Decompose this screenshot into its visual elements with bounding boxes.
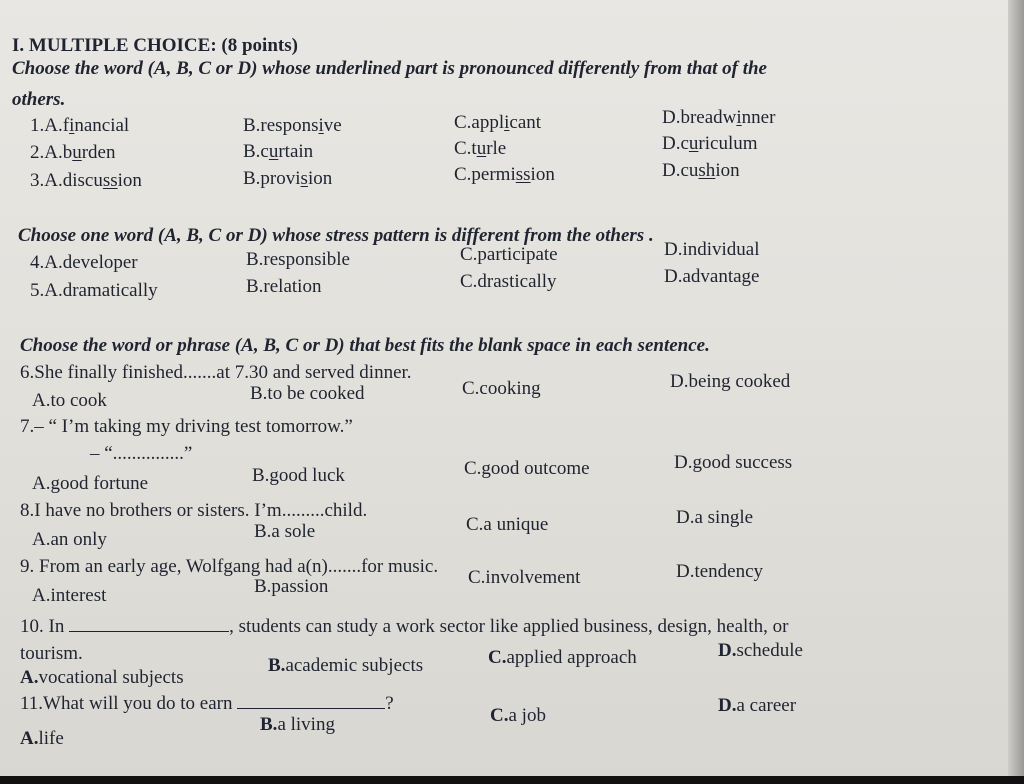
q8-stem: 8.I have no brothers or sisters. I’m.........child.	[20, 500, 368, 521]
q6-option-a: A.to cook	[32, 390, 107, 411]
q1-option-b: B.responsive	[243, 115, 342, 136]
q8-option-d: D.a single	[676, 507, 754, 528]
q1-option-d: D.breadwinner	[662, 107, 776, 128]
page-edge	[1008, 0, 1024, 784]
q10-stem-cont: tourism.	[20, 643, 83, 664]
q2-option-b: B.curtain	[243, 141, 314, 162]
q3-option-b: B.provision	[243, 168, 333, 189]
q8-option-a: A.an only	[32, 529, 107, 550]
q11-option-d: D.a career	[718, 695, 797, 716]
q7-reply: – “...............”	[90, 443, 193, 464]
q6-option-b: B.to be cooked	[250, 383, 365, 404]
q2-option-a: 2.A.burden	[30, 142, 116, 163]
q7-option-d: D.good success	[674, 452, 793, 473]
instruction-stress: Choose one word (A, B, C or D) whose stress pattern is different from the others .	[18, 225, 654, 246]
q7-stem: 7.– “ I’m taking my driving test tomorrow.”	[20, 416, 353, 437]
q3-option-d: D.cushion	[662, 160, 740, 181]
q1-option-c: C.applicant	[454, 112, 542, 133]
q10-option-c: C.applied approach	[488, 647, 637, 668]
q3-option-a: 3.A.discussion	[30, 170, 142, 191]
q5-option-d: D.advantage	[664, 266, 760, 287]
instruction-pronunciation: Choose the word (A, B, C or D) whose underlined part is pronounced differently from that of the	[12, 58, 767, 79]
bottom-border	[0, 776, 1024, 784]
q11-option-c: C.a job	[490, 705, 546, 726]
q5-option-b: B.relation	[246, 276, 322, 297]
section-title: I. MULTIPLE CHOICE: (8 points)	[12, 35, 298, 56]
q7-option-b: B.good luck	[252, 465, 345, 486]
q7-option-c: C.good outcome	[464, 458, 590, 479]
q9-option-d: D.tendency	[676, 561, 764, 582]
q7-option-a: A.good fortune	[32, 473, 149, 494]
q11-option-a: A.life	[20, 728, 64, 749]
q1-option-a: 1.A.financial	[30, 115, 130, 136]
q10-option-a: A.vocational subjects	[20, 667, 184, 688]
q6-option-c: C.cooking	[462, 378, 541, 399]
q2-option-c: C.turle	[454, 138, 507, 159]
instruction-pronunciation-cont: others.	[12, 89, 66, 110]
q11-blank	[237, 708, 385, 709]
q6-option-d: D.being cooked	[670, 371, 791, 392]
instruction-blank: Choose the word or phrase (A, B, C or D) that best fits the blank space in each sentence.	[20, 335, 710, 356]
q5-option-a: 5.A.dramatically	[30, 280, 158, 301]
q4-option-b: B.responsible	[246, 249, 350, 270]
q10-option-b: B.academic subjects	[268, 655, 424, 676]
q4-option-c: C.participate	[460, 244, 558, 265]
q2-option-d: D.curiculum	[662, 133, 758, 154]
q9-stem: 9. From an early age, Wolfgang had a(n).......for music.	[20, 556, 439, 577]
q8-option-b: B.a sole	[254, 521, 316, 542]
q10-option-d: D.schedule	[718, 640, 803, 661]
q9-option-a: A.interest	[32, 585, 107, 606]
q11-stem: 11.What will you do to earn ?	[20, 693, 394, 714]
q3-option-c: C.permission	[454, 164, 555, 185]
q10-blank	[69, 631, 229, 632]
q4-option-a: 4.A.developer	[30, 252, 138, 273]
q6-stem: 6.She finally finished.......at 7.30 and served dinner.	[20, 362, 412, 383]
q9-option-b: B.passion	[254, 576, 329, 597]
q11-option-b: B.a living	[260, 714, 335, 735]
q10-stem: 10. In , students can study a work sector like applied business, design, health, or	[20, 616, 789, 637]
q4-option-d: D.individual	[664, 239, 760, 260]
q9-option-c: C.involvement	[468, 567, 581, 588]
q8-option-c: C.a unique	[466, 514, 549, 535]
q5-option-c: C.drastically	[460, 271, 557, 292]
